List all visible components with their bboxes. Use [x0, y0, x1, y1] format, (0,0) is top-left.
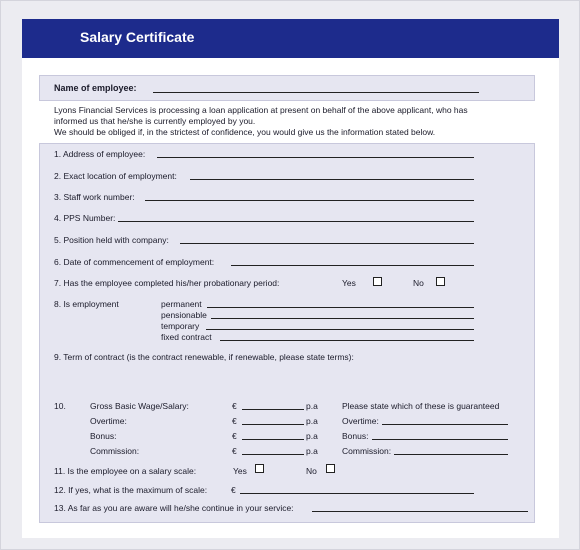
position-label: 5. Position held with company:: [54, 235, 169, 245]
gross-wage-label: Gross Basic Wage/Salary:: [90, 401, 189, 411]
probation-no-checkbox[interactable]: [436, 277, 445, 286]
pay-item-number: 10.: [54, 401, 66, 411]
employment-temporary-field[interactable]: [206, 329, 474, 330]
employment-permanent-field[interactable]: [207, 307, 474, 308]
employment-pensionable-field[interactable]: [211, 318, 474, 319]
bonus-field[interactable]: [242, 439, 304, 440]
intro-text: [54, 105, 524, 138]
location-field[interactable]: [190, 179, 474, 180]
contract-term-label: 9. Term of contract (is the contract renewable, if renewable, please state terms):: [54, 352, 354, 362]
bonus-currency: €: [232, 431, 237, 441]
salary-scale-yes-checkbox[interactable]: [255, 464, 264, 473]
commission-label: Commission:: [90, 446, 140, 456]
intro-line-3: We should be obliged if, in the strictest of confidence, you would give us the information stated below.: [54, 127, 436, 137]
page-title: Salary Certificate: [80, 29, 195, 45]
guarantee-commission-label: Commission:: [342, 446, 392, 456]
guarantee-bonus-field[interactable]: [372, 439, 508, 440]
staff-number-label: 3. Staff work number:: [54, 192, 135, 202]
salary-scale-no-checkbox[interactable]: [326, 464, 335, 473]
guarantee-title: Please state which of these is guaranteed: [342, 401, 500, 411]
continue-service-label: 13. As far as you are aware will he/she continue in your service:: [54, 503, 294, 513]
commencement-label: 6. Date of commencement of employment:: [54, 257, 215, 267]
pps-number-label: 4. PPS Number:: [54, 213, 116, 223]
guarantee-commission-field[interactable]: [394, 454, 508, 455]
employment-type-label: 8. Is employment: [54, 299, 119, 309]
intro-line-2: informed us that he/she is currently employed by you.: [54, 116, 256, 126]
salary-scale-yes-label: Yes: [233, 466, 247, 476]
max-scale-field[interactable]: [240, 493, 474, 494]
overtime-currency: €: [232, 416, 237, 426]
probation-yes-label: Yes: [342, 278, 356, 288]
employment-permanent-label: permanent: [161, 299, 202, 309]
salary-scale-no-label: No: [306, 466, 317, 476]
commission-currency: €: [232, 446, 237, 456]
commencement-field[interactable]: [231, 265, 474, 266]
probation-label: 7. Has the employee completed his/her probationary period:: [54, 278, 280, 288]
salary-scale-label: 11. Is the employee on a salary scale:: [54, 466, 197, 476]
address-label: 1. Address of employee:: [54, 149, 146, 159]
guarantee-overtime-label: Overtime:: [342, 416, 379, 426]
continue-service-field[interactable]: [312, 511, 528, 512]
overtime-label: Overtime:: [90, 416, 127, 426]
commission-unit: p.a: [306, 446, 318, 456]
probation-yes-checkbox[interactable]: [373, 277, 382, 286]
address-field[interactable]: [157, 157, 474, 158]
employment-pensionable-label: pensionable: [161, 310, 207, 320]
probation-no-label: No: [413, 278, 424, 288]
overtime-unit: p.a: [306, 416, 318, 426]
max-scale-currency: €: [231, 485, 236, 495]
guarantee-overtime-field[interactable]: [382, 424, 508, 425]
gross-wage-unit: p.a: [306, 401, 318, 411]
employee-name-label: Name of employee:: [54, 83, 137, 93]
bonus-label: Bonus:: [90, 431, 117, 441]
gross-wage-currency: €: [232, 401, 237, 411]
position-field[interactable]: [180, 243, 474, 244]
max-scale-label: 12. If yes, what is the maximum of scale:: [54, 485, 208, 495]
employment-fixed-contract-field[interactable]: [220, 340, 474, 341]
intro-line-1: Lyons Financial Services is processing a loan application at present on behalf of the above applicant, who has: [54, 105, 468, 115]
employee-name-row: [39, 75, 535, 101]
commission-field[interactable]: [242, 454, 304, 455]
overtime-field[interactable]: [242, 424, 304, 425]
employee-name-field[interactable]: [153, 92, 479, 93]
pps-number-field[interactable]: [118, 221, 474, 222]
location-label: 2. Exact location of employment:: [54, 171, 177, 181]
header-banner: [22, 19, 559, 58]
bonus-unit: p.a: [306, 431, 318, 441]
guarantee-bonus-label: Bonus:: [342, 431, 369, 441]
employment-temporary-label: temporary: [161, 321, 200, 331]
staff-number-field[interactable]: [145, 200, 474, 201]
employment-fixed-contract-label: fixed contract: [161, 332, 212, 342]
gross-wage-field[interactable]: [242, 409, 304, 410]
